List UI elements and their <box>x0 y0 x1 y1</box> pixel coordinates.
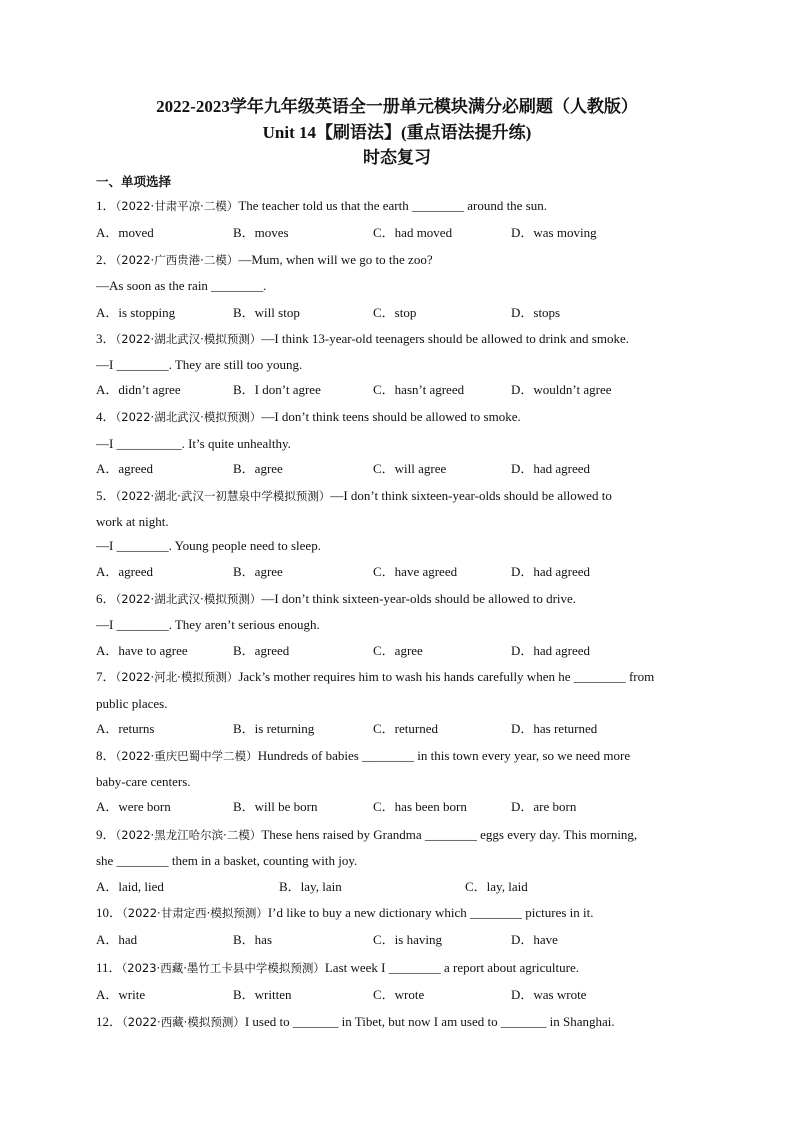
question-7-options <box>96 721 698 737</box>
question-9-line <box>96 853 698 869</box>
question-source: （2022·湖北武汉·模拟预测） <box>115 332 262 346</box>
answer-option[interactable]: A．have to agree <box>96 643 188 658</box>
question-4-line <box>96 409 698 425</box>
answer-option[interactable]: A．didn’t agree <box>96 382 181 397</box>
question-5-line <box>96 488 698 504</box>
question-text: —Mum, when will we go to the zoo? <box>238 252 433 267</box>
answer-option[interactable]: D．have <box>511 932 558 947</box>
question-source: （2022·河北·模拟预测） <box>115 670 239 684</box>
answer-option[interactable]: B．I don’t agree <box>233 382 321 397</box>
question-text: —I don’t think sixteen-year-olds should be allowed to <box>330 488 612 503</box>
question-number: 7． <box>96 669 116 684</box>
question-source: （2023·西藏·墨竹工卡县中学模拟预测） <box>121 961 325 975</box>
question-5-line <box>96 514 698 530</box>
question-text: Hundreds of babies ________ in this town every year, so we need more <box>257 748 631 763</box>
question-10-line <box>96 905 698 921</box>
answer-option[interactable]: D．had agreed <box>511 564 591 579</box>
question-text: —I ________. They aren’t serious enough. <box>96 617 320 632</box>
question-text: Jack’s mother requires him to wash his hands carefully when he ________ from <box>238 669 655 684</box>
question-number: 8． <box>96 748 116 763</box>
question-text: work at night. <box>96 514 169 529</box>
question-2-line <box>96 278 698 294</box>
question-9-line <box>96 827 698 843</box>
question-5-line <box>96 538 698 554</box>
question-number: 1． <box>96 198 116 213</box>
answer-option[interactable]: A．laid, lied <box>96 879 164 894</box>
question-number: 5． <box>96 488 116 503</box>
answer-option[interactable]: C．is having <box>373 932 442 947</box>
question-8-line <box>96 748 698 764</box>
question-text: Last week I ________ a report about agriculture. <box>324 960 579 975</box>
answer-option[interactable]: D．are born <box>511 799 577 814</box>
question-2-options <box>96 305 698 321</box>
question-6-options <box>96 643 698 659</box>
question-source: （2022·黑龙江哈尔滨·二模） <box>115 828 262 842</box>
answer-option[interactable]: C．agree <box>373 643 423 658</box>
question-source: （2022·重庆巴蜀中学二模） <box>115 749 258 763</box>
question-text: The teacher told us that the earth ________ around the sun. <box>238 198 548 213</box>
question-3-line <box>96 331 698 347</box>
answer-option[interactable]: B．agreed <box>233 643 290 658</box>
answer-option[interactable]: D．was moving <box>511 225 597 240</box>
answer-option[interactable]: B．agree <box>233 461 283 476</box>
answer-option[interactable]: B．moves <box>233 225 289 240</box>
answer-option[interactable]: C．returned <box>373 721 438 736</box>
answer-option[interactable]: A．returns <box>96 721 155 736</box>
question-7-line <box>96 696 698 712</box>
question-text: —I __________. It’s quite unhealthy. <box>96 436 291 451</box>
section-heading: 一、单项选择 <box>96 174 172 189</box>
question-source: （2022·甘肃定西·模拟预测） <box>122 906 268 920</box>
question-source: （2022·西藏·模拟预测） <box>122 1015 245 1029</box>
question-text: public places. <box>96 696 168 711</box>
question-source: （2022·甘肃平凉·二模） <box>115 199 239 213</box>
question-8-options <box>96 799 698 815</box>
answer-option[interactable]: C．wrote <box>373 987 425 1002</box>
question-10-options <box>96 932 698 948</box>
question-number: 4． <box>96 409 116 424</box>
answer-option[interactable]: D．was wrote <box>511 987 587 1002</box>
question-text: —I don’t think teens should be allowed to smoke. <box>261 409 521 424</box>
question-text: —I don’t think sixteen-year-olds should be allowed to drive. <box>261 591 577 606</box>
answer-option[interactable]: C．has been born <box>373 799 467 814</box>
question-text: —As soon as the rain ________. <box>96 278 267 293</box>
question-source: （2022·湖北武汉·模拟预测） <box>115 410 262 424</box>
answer-option[interactable]: C．lay, laid <box>465 879 528 894</box>
question-number: 3． <box>96 331 116 346</box>
question-5-options <box>96 564 698 580</box>
question-12-line <box>96 1014 698 1030</box>
question-6-line <box>96 591 698 607</box>
question-number: 11． <box>96 960 122 975</box>
question-7-line <box>96 669 698 685</box>
answer-option[interactable]: D．had agreed <box>511 461 591 476</box>
answer-option[interactable]: C．had moved <box>373 225 453 240</box>
question-text: baby-care centers. <box>96 774 191 789</box>
answer-option[interactable]: A．agreed <box>96 564 154 579</box>
question-4-options <box>96 461 698 477</box>
question-number: 6． <box>96 591 116 606</box>
unit-title: Unit 14【刷语法】(重点语法提升练) <box>262 123 532 142</box>
answer-option[interactable]: D．has returned <box>511 721 598 736</box>
answer-option[interactable]: B．has <box>233 932 273 947</box>
answer-option[interactable]: C．will agree <box>373 461 447 476</box>
answer-option[interactable]: D．had agreed <box>511 643 591 658</box>
question-1-options <box>96 225 698 241</box>
topic-title: 时态复习 <box>363 148 431 167</box>
question-4-line <box>96 436 698 452</box>
question-text: —I think 13-year-old teenagers should be allowed to drink and smoke. <box>261 331 629 346</box>
question-number: 10． <box>96 905 123 920</box>
document-title: 2022-2023学年九年级英语全一册单元模块满分必刷题（人教版） <box>156 97 638 116</box>
answer-option[interactable]: B．will stop <box>233 305 300 320</box>
answer-option[interactable]: B．agree <box>233 564 283 579</box>
answer-option[interactable]: D．wouldn’t agree <box>511 382 612 397</box>
question-3-options <box>96 382 698 398</box>
question-number: 12． <box>96 1014 123 1029</box>
question-number: 2． <box>96 252 116 267</box>
answer-option[interactable]: A．were born <box>96 799 171 814</box>
question-6-line <box>96 617 698 633</box>
question-11-line <box>96 960 698 976</box>
question-source: （2022·湖北武汉·模拟预测） <box>115 592 262 606</box>
question-text: she ________ them in a basket, counting with joy. <box>96 853 358 868</box>
answer-option[interactable]: C．have agreed <box>373 564 458 579</box>
answer-option[interactable]: C．stop <box>373 305 417 320</box>
answer-option[interactable]: B．lay, lain <box>279 879 342 894</box>
answer-option[interactable]: B．written <box>233 987 292 1002</box>
answer-option[interactable]: A．write <box>96 987 146 1002</box>
question-text: —I ________. They are still too young. <box>96 357 303 372</box>
question-11-options <box>96 987 698 1003</box>
answer-option[interactable]: A．agreed <box>96 461 154 476</box>
question-3-line <box>96 357 698 373</box>
question-number: 9． <box>96 827 116 842</box>
question-source: （2022·湖北·武汉一初慧泉中学模拟预测） <box>115 489 331 503</box>
question-8-line <box>96 774 698 790</box>
answer-option[interactable]: A．is stopping <box>96 305 176 320</box>
question-2-line <box>96 252 698 268</box>
question-source: （2022·广西贵港·二模） <box>115 253 239 267</box>
question-text: I’d like to buy a new dictionary which ________ pictures in it. <box>267 905 594 920</box>
question-text: —I ________. Young people need to sleep. <box>96 538 321 553</box>
question-text: I used to _______ in Tibet, but now I am used to _______ in Shanghai. <box>244 1014 615 1029</box>
answer-option[interactable]: C．hasn’t agreed <box>373 382 465 397</box>
answer-option[interactable]: A．moved <box>96 225 154 240</box>
answer-option[interactable]: A．had <box>96 932 138 947</box>
answer-option[interactable]: B．is returning <box>233 721 315 736</box>
question-9-options <box>96 879 698 895</box>
question-1-line <box>96 198 698 214</box>
answer-option[interactable]: B．will be born <box>233 799 318 814</box>
answer-option[interactable]: D．stops <box>511 305 561 320</box>
question-text: These hens raised by Grandma ________ eggs every day. This morning, <box>261 827 638 842</box>
